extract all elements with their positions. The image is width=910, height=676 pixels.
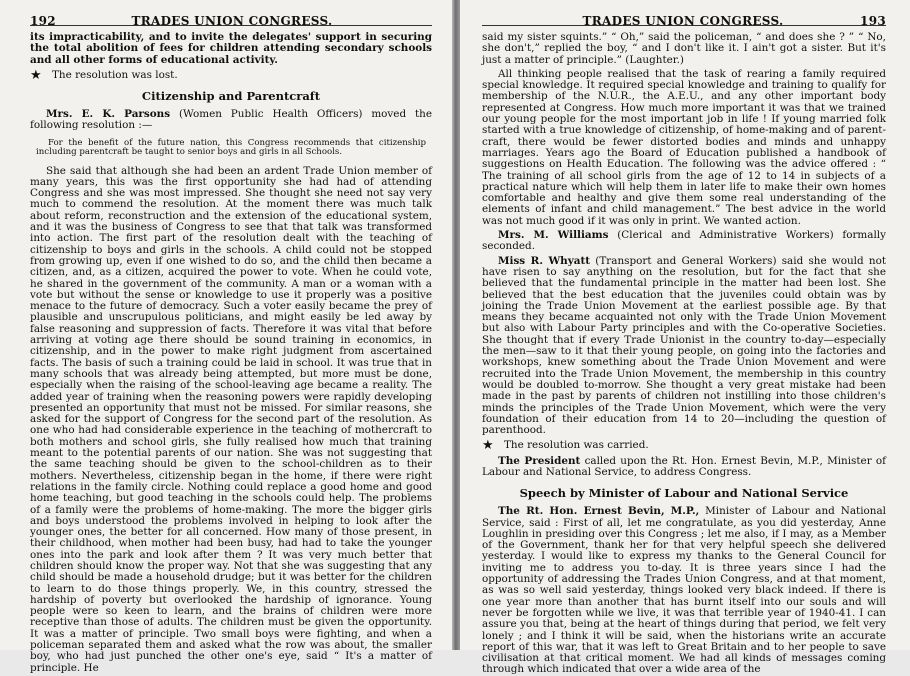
- vote-result-carried: [482, 438, 886, 454]
- left-page-number: 192: [30, 14, 56, 28]
- left-running-title: TRADES UNION CONGRESS.: [131, 14, 333, 28]
- mover-paragraph: [30, 109, 432, 132]
- president-text: called upon the Rt. Hon. Ernest Bevin, M.P., Minister of Labour and National Service, to address Congress.: [482, 454, 887, 478]
- mover-name: Mrs. E. K. Parsons: [46, 108, 171, 121]
- whyatt-text: (Transport and General Workers) said she would not have risen to say anything on the resolution, but for the fact that she believed that the fundamental principle in the matter had been lost. She believed that the best education that the juveniles could obtain was by joining the Trade Union Movement at the earliest possible age. By that means they became acquainted not only with the Trade Union Movement but also with Labour Party principles and with the Co-operative Societies. She thought that if every Trade Unionist in the country to-day—especially the men—saw to it that their young people, on going into the factories and workshops, knew something about the Trade Union Movement and were recruited into the Trade Union Movement, the membership in this country would be doubled to-morrow. She thought a very great mistake had been made in the past by parents of children not instilling into those children's minds the principles of the Trade Union Movement, which were the very foundation of their education from 14 to 20—including the question of parenthood.: [482, 254, 886, 437]
- vote-result-lost: [30, 67, 432, 83]
- right-page: [460, 0, 910, 676]
- whyatt-paragraph: [482, 256, 886, 437]
- president-paragraph: [482, 456, 886, 479]
- section-title-minister-speech: Speech by Minister of Labour and National Service: [519, 486, 849, 501]
- bevin-paragraph: [482, 506, 886, 675]
- vote-result-carried-text: The resolution was carried.: [504, 439, 649, 452]
- parsons-speech: She said that although she had been an ardent Trade Union member of many years, this was the first opportunity she had had of attending Congress and she was most impressed. She thought she need not say very much to commend the resolution. At the moment there was much talk about reform, reconstruction and the extension of the educational system, and it was the business of Congress to see that that talk was transformed into action. The first part of the resolution dealt with the teaching of citizenship to boys and girls in the schools. A child could not be stopped from growing up, even if one wished to do so, and the child then became a citizen, and, as a citizen, acquired the power to vote. When he could vote, he shared in the government of the community. A man or a woman with a vote but without the sense or knowledge to use it properly was a positive menace to the future of democracy. Such a voter easily became the prey of plausible and unscrupulous politicians, and might easily be led away by false reasoning and suppression of facts. Therefore it was vital that before arriving at voting age there should be sound training in economics, in citizenship, and in the power to make right judgment from ascertained facts. The basis of such a training could be laid in school. It was true that in many schools that was already being attempted, but more must be done, especially when the raising of the school-leaving age became a reality. The added year of training when the reasoning powers were rapidly developing presented an opportunity that must not be missed. For similar reasons, she asked for the support of Congress for the second part of the resolution. As one who had had considerable experience in the teaching of mothercraft to both mothers and school girls, she fully realised how much that training meant to the potential parents of our nation. She was not suggesting that the same teaching should be given to the school-children as to their mothers. Nevertheless, citizenship began in the home, if there were right relations in the family circle. Nothing could replace a good home and good home teaching, but good teaching in the schools could help. The problems of a family were the problems of home-making. The more the bigger girls and boys understood the problems involved in helping to look after the younger ones, the better for all concerned. How many of those present, in their childhood, when mother had been busy, had had to take the younger ones into the park and look after them ? It was very much better that children should know the proper way. Not that she was suggesting that any child should be made a household drudge; but it was better for the children to learn to do those things properly. We, in this country, stressed the hardship of poverty but overlooked the hardship of ignorance. Young people were so keen to learn, and the brains of children were more receptive than those of adults. The children must be given the opportunity. It was a matter of principle. Two small boys were fighting, and when a policeman separated them and asked what the row was about, the smaller boy, who had just punched the other one's eye, said “ It's a matter of principle. He: [30, 164, 432, 674]
- right-page-header: [482, 0, 886, 26]
- book-gutter: [452, 0, 460, 650]
- parentcraft-paragraph: All thinking people realised that the task of rearing a family required special knowledge. It required special knowledge and training to qualify for membership of the N.U.R., the A.E.U., and any other important body represented at Congress. How much more important it was that we trained our young people for the most important job in life ! If young married folk started with a true knowledge of citizenship, of home-making and of parent-craft, there would be fewer distorted bodies and minds and unhappy marriages. Years ago the Board of Education published a handbook of suggestions on Health Education. The following was the advice offered : “ The training of all school girls from the age of 12 to 14 in subjects of a practical nature which will help them in later life to make their own homes comfortable and healthy and give them some real understanding of the elements of infant and child management.” The best advice in the world was not much good if it was only in print. We wanted action.: [482, 67, 886, 227]
- star-icon: ★: [482, 438, 494, 454]
- resolution-text: For the benefit of the future nation, this Congress recommends that citizenship including parentcraft be taught to senior boys and girls in all Schools.: [36, 137, 426, 158]
- vote-result-lost-text: The resolution was lost.: [52, 68, 178, 81]
- whyatt-name: Miss R. Whyatt: [498, 254, 591, 267]
- bevin-text: Minister of Labour and National Service, said : First of all, let me congratulate, as you did yesterday, Anne Loughlin in presiding over this Congress ; let me also, if I may, as a Member of the Government, thank her for that very helpful speech she delivered yesterday. I would like to express my thanks to the General Council for inviting me to address you to-day. It is three years since I had the opportunity of addressing the Trades Union Congress, and at that moment, as was so well said yesterday, things looked very black indeed. If there is one year more than another that has burnt itself into our souls and will never be forgotten while we live, it was that terrible year of 1940-41. I can assure you that, being at the heart of things during that period, we felt very lonely ; and I think it will be said, when the historians write an accurate report of this war, that it was left to Great Britain and to her people to save civilisation at that critical moment. We had all kinds of messages coming through which indicated that over a wide area of the: [482, 505, 886, 676]
- president-name: The President: [498, 454, 581, 467]
- left-page-header: [30, 0, 432, 26]
- left-page: [0, 0, 452, 674]
- star-icon: ★: [30, 67, 42, 83]
- seconder-name: Mrs. M. Williams: [498, 229, 609, 242]
- section-title-citizenship: Citizenship and Parentcraft: [141, 89, 321, 104]
- bevin-name: The Rt. Hon. Ernest Bevin, M.P.,: [498, 505, 700, 518]
- seconder-paragraph: [482, 230, 886, 253]
- mover-affiliation: (Women Public Health Officers) moved the following resolution :—: [30, 108, 432, 132]
- right-running-title: TRADES UNION CONGRESS.: [582, 14, 784, 28]
- opening-paragraph: its impracticability, and to invite the delegates' support in securing the total abolition of fees for children attending secondary schools and all other forms of educational activity.: [30, 31, 432, 66]
- speech-continuation: said my sister squints.” “ Oh,” said the policeman, “ and does she ? ” “ No, she don't,” replied the boy, “ and I don't like it. I ain't got a sister. But it's just a matter of principle.” (Laughter.): [482, 31, 886, 66]
- right-page-number: 193: [860, 14, 886, 28]
- seconder-text: (Clerical and Administrative Workers) formally seconded.: [482, 229, 886, 253]
